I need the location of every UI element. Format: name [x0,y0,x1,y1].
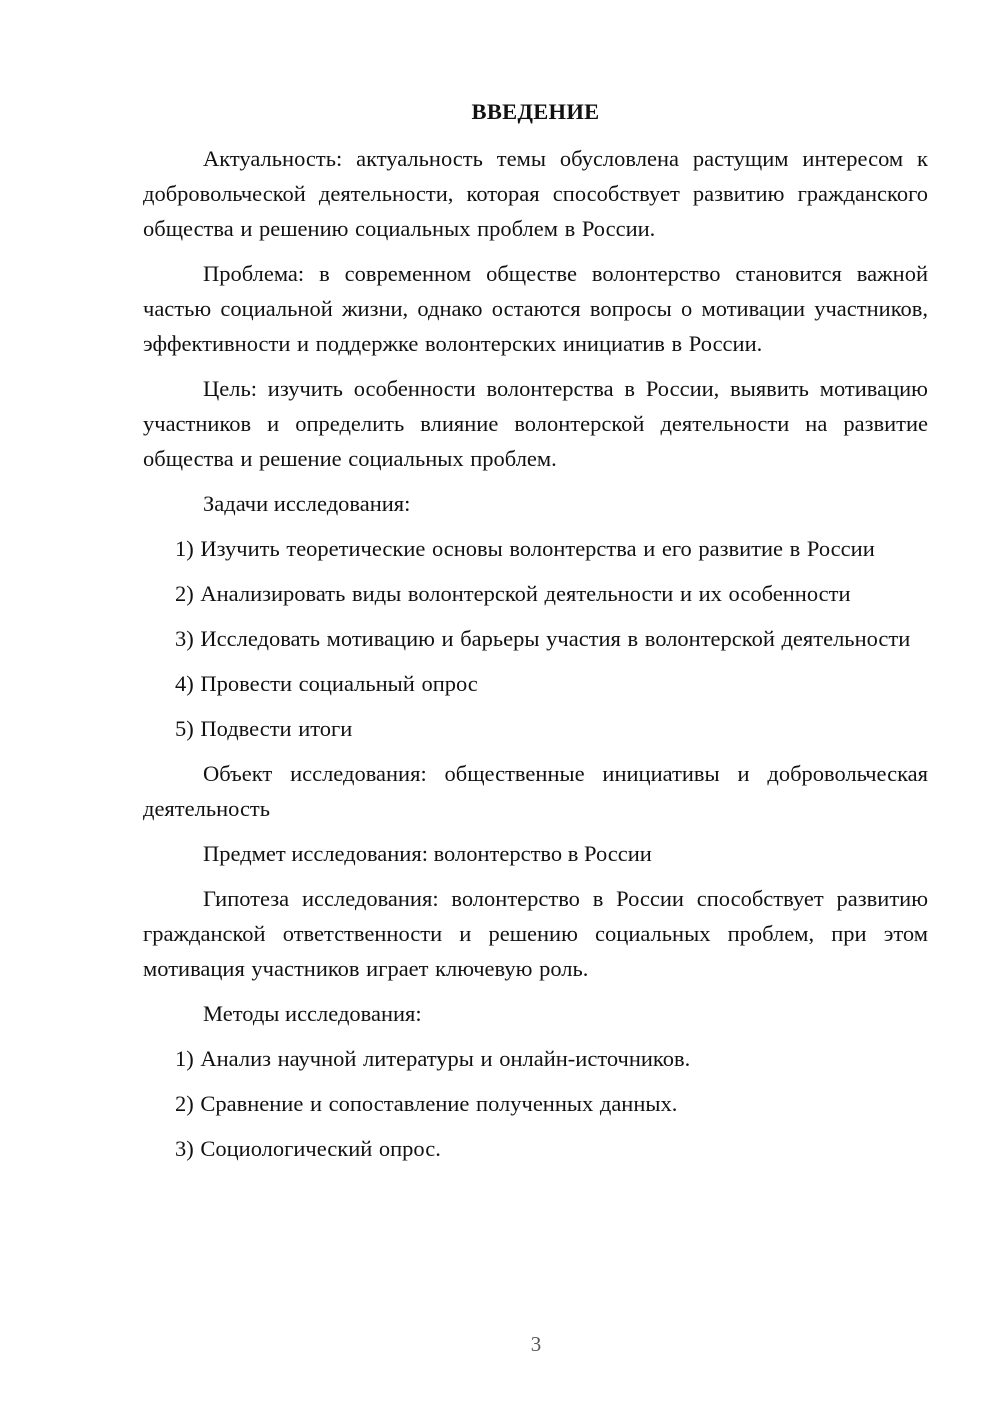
document-page [143,96,928,1176]
object-paragraph: Объект исследования: общественные инициативы и добровольческая деятельность [143,761,928,821]
task-item: 3) Исследовать мотивацию и барьеры участия в волонтерской деятельности [175,626,911,651]
methods-label: Методы исследования: [203,1001,422,1026]
method-item: 3) Социологический опрос. [175,1136,441,1161]
task-item: 5) Подвести итоги [175,716,353,741]
task-item: 1) Изучить теоретические основы волонтерства и его развитие в России [175,536,875,561]
method-item: 1) Анализ научной литературы и онлайн-источников. [175,1046,691,1071]
hypothesis-paragraph: Гипотеза исследования: волонтерство в России способствует развитию гражданской ответственности и решению социальных проблем, при этом мотивация участников играет ключевую роль. [143,886,928,981]
goal-paragraph: Цель: изучить особенности волонтерства в России, выявить мотивацию участников и определить влияние волонтерской деятельности на развитие общества и решение социальных проблем. [143,376,928,471]
task-item: 2) Анализировать виды волонтерской деятельности и их особенности [175,581,851,606]
relevance-paragraph: Актуальность: актуальность темы обусловлена растущим интересом к добровольческой деятельности, которая способствует развитию гражданского общества и решению социальных проблем в России. [143,146,928,241]
subject-paragraph: Предмет исследования: волонтерство в России [203,841,652,866]
section-heading: ВВЕДЕНИЕ [471,99,600,124]
problem-paragraph: Проблема: в современном обществе волонтерство становится важной частью социальной жизни, однако остаются вопросы о мотивации участников, эффективности и поддержке волонтерских инициатив в России. [143,261,928,356]
tasks-label: Задачи исследования: [203,491,411,516]
task-item: 4) Провести социальный опрос [175,671,478,696]
page-number: 3 [530,1332,542,1356]
method-item: 2) Сравнение и сопоставление полученных данных. [175,1091,678,1116]
